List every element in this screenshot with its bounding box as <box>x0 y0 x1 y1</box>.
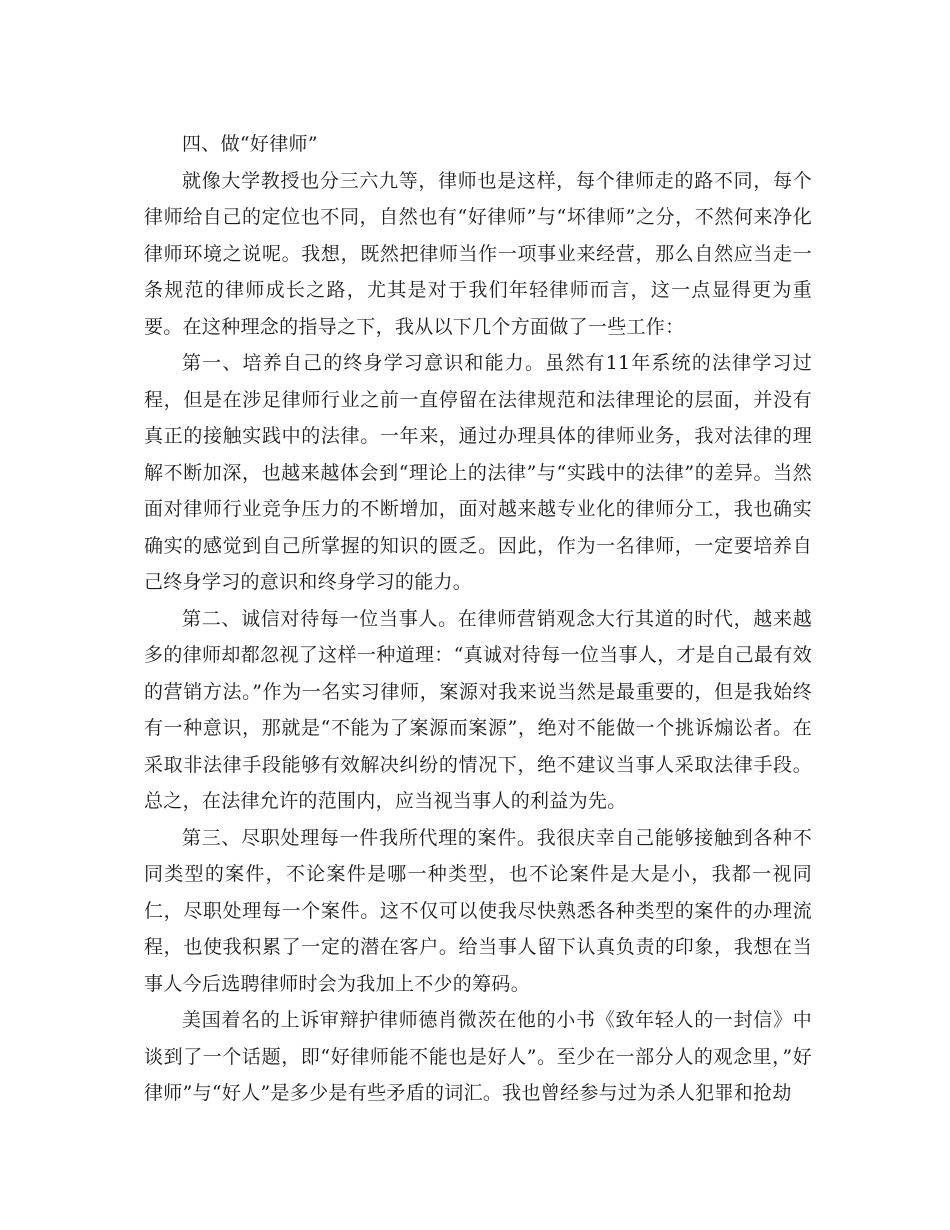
paragraph-closing: 美国着名的上诉审辩护律师德肖微茨在他的小书《致年轻人的一封信》中谈到了一个话题，即“好律师能不能也是好人”。至少在一部分人的观念里，”好律师”与“好人”是多少是有些矛盾的词汇。我也曾经参与过为杀人犯罪和抢劫 <box>144 1009 812 1104</box>
paragraph-intro: 就像大学教授也分三六九等，律师也是这样，每个律师走的路不同，每个律师给自己的定位也不同，自然也有“好律师”与“坏律师”之分，不然何来净化律师环境之说呢。我想，既然把律师当作一项事业来经营，那么自然应当走一条规范的律师成长之路，尤其是对于我们年轻律师而言，这一点显得更为重要。在这种理念的指导之下，我从以下几个方面做了一些工作： <box>144 169 812 338</box>
section-heading: 四、做“好律师” <box>182 133 318 155</box>
paragraph-point-three: 第三、尽职处理每一件我所代理的案件。我很庆幸自己能够接触到各种不同类型的案件，不论案件是哪一种类型，也不论案件是大是小，我都一视同仁，尽职处理每一个案件。这不仅可以使我尽快熟悉各种类型的案件的办理流程，也使我积累了一定的潜在客户。给当事人留下认真负责的印象，我想在当事人今后选聘律师时会为我加上不少的筹码。 <box>144 826 812 995</box>
paragraph-point-one: 第一、培养自己的终身学习意识和能力。虽然有11年系统的法律学习过程，但是在涉足律师行业之前一直停留在法律规范和法律理论的层面，并没有真正的接触实践中的法律。一年来，通过办理具体的律师业务，我对法律的理解不断加深，也越来越体会到“理论上的法律”与“实践中的法律”的差异。当然面对律师行业竞争压力的不断增加，面对越来越专业化的律师分工，我也确实确实的感觉到自己所掌握的知识的匮乏。因此，作为一名律师，一定要培养自己终身学习的意识和终身学习的能力。 <box>144 352 812 593</box>
paragraph-point-two: 第二、诚信对待每一位当事人。在律师营销观念大行其道的时代，越来越多的律师却都忽视了这样一种道理：“真诚对待每一位当事人，才是自己最有效的营销方法。”作为一名实习律师，案源对我来说当然是最重要的，但是我始终有一种意识，那就是“不能为了案源而案源”，绝对不能做一个挑诉煽讼者。在采取非法律手段能够有效解决纠纷的情况下，绝不建议当事人采取法律手段。总之，在法律允许的范围内，应当视当事人的利益为先。 <box>144 607 812 812</box>
document-body <box>144 126 812 1112</box>
